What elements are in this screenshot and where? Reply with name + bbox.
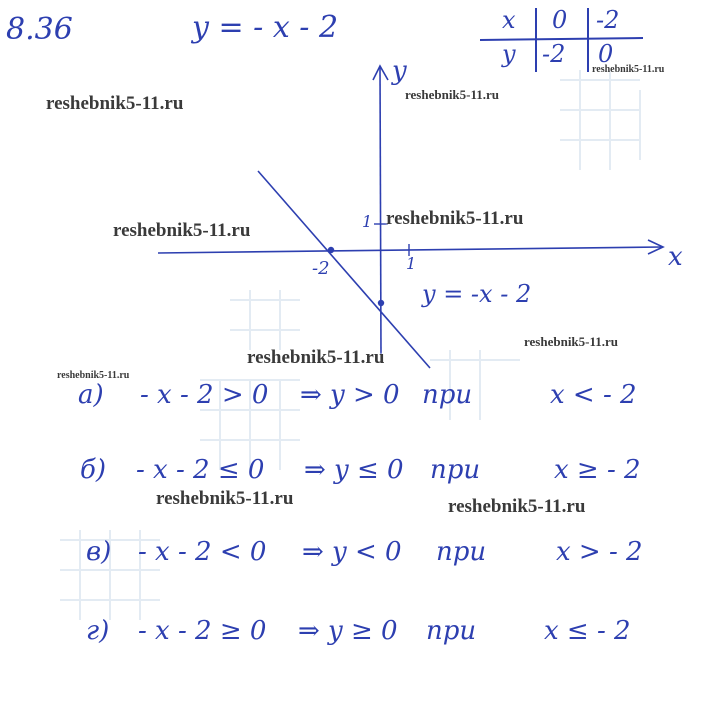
answer-condition: x ≥ - 2 <box>554 455 641 485</box>
answer-word: при <box>422 380 473 410</box>
answer-expression: - x - 2 ≥ 0 <box>138 616 267 646</box>
answer-condition: x ≤ - 2 <box>544 616 631 646</box>
problem-number: 8.36 <box>6 12 73 47</box>
y-axis-label: y <box>392 56 407 86</box>
watermark: reshebnik5-11.ru <box>113 220 251 241</box>
x-tick-one: 1 <box>406 254 417 273</box>
answer-row-d <box>86 616 686 656</box>
answer-marker: а) <box>78 380 104 410</box>
x-axis <box>158 247 662 253</box>
answer-implication: ⇒ y ≤ 0 <box>304 455 404 485</box>
function-line <box>258 171 430 368</box>
answer-implication: ⇒ y > 0 <box>300 380 400 410</box>
answer-implication: ⇒ y ≥ 0 <box>298 616 398 646</box>
watermark: reshebnik5-11.ru <box>46 93 184 114</box>
watermark: reshebnik5-11.ru <box>247 347 385 368</box>
answer-implication: ⇒ y < 0 <box>302 537 402 567</box>
watermark: reshebnik5-11.ru <box>448 496 586 517</box>
answer-word: при <box>436 537 487 567</box>
table-x-header: x <box>502 6 516 34</box>
answer-expression: - x - 2 > 0 <box>140 380 269 410</box>
answer-marker: г) <box>86 616 110 646</box>
answer-expression: - x - 2 ≤ 0 <box>136 455 265 485</box>
watermark: reshebnik5-11.ru <box>524 334 619 349</box>
y-tick-one: 1 <box>362 212 373 231</box>
answer-word: при <box>430 455 481 485</box>
table-y-value-1: -2 <box>542 40 566 68</box>
function-equation: y = - x - 2 <box>192 10 339 45</box>
point-x-intercept <box>328 247 334 253</box>
table-x-value-2: -2 <box>596 6 620 34</box>
answer-condition: x > - 2 <box>556 537 643 567</box>
watermark: reshebnik5-11.ru <box>592 64 665 75</box>
answer-expression: - x - 2 < 0 <box>138 537 267 567</box>
answer-marker: в) <box>86 537 112 567</box>
table-y-value-2: 0 <box>598 40 614 68</box>
table-x-value-1: 0 <box>552 6 568 34</box>
watermark: reshebnik5-11.ru <box>57 370 130 381</box>
watermark: reshebnik5-11.ru <box>405 87 500 102</box>
x-tick-neg-two: -2 <box>312 258 330 279</box>
answer-row-a <box>78 380 678 420</box>
x-axis-label: x <box>668 242 683 272</box>
watermark: reshebnik5-11.ru <box>156 488 294 509</box>
answer-condition: x < - 2 <box>550 380 637 410</box>
point-y-intercept <box>378 300 384 306</box>
answer-word: при <box>426 616 477 646</box>
table-y-header: y <box>502 40 516 68</box>
watermark: reshebnik5-11.ru <box>386 208 524 229</box>
answer-row-c <box>86 537 686 577</box>
answer-marker: б) <box>80 455 107 485</box>
function-line-label: y = -x - 2 <box>422 280 532 308</box>
